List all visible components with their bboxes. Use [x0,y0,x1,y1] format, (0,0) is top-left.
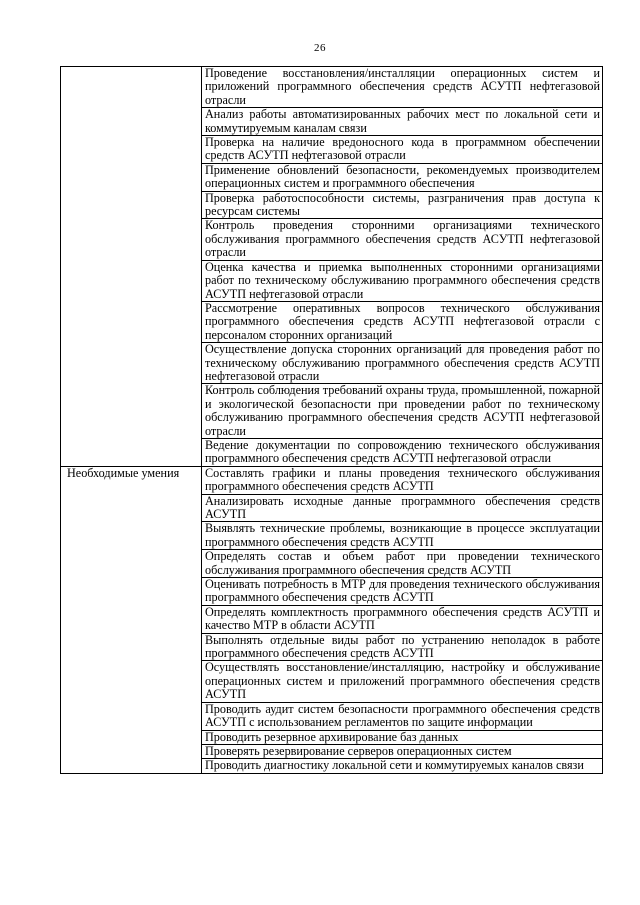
work-actions-item: Контроль проведения сторонними организациями технического обслуживания программного обеспечения средств АСУТП нефтегазовой отрасли [202,219,603,260]
required-skills-item: Выявлять технические проблемы, возникающие в процессе эксплуатации программного обеспечения средств АСУТП [202,522,603,550]
work-actions-item: Контроль соблюдения требований охраны труда, промышленной, пожарной и экологической безопасности при проведении работ по техническому обслуживанию программного обеспечения средств АСУТП нефтегазовой отрасли [202,384,603,439]
work-actions-label [61,67,202,467]
required-skills-item: Анализировать исходные данные программного обеспечения средств АСУТП [202,494,603,522]
required-skills-item: Определять комплектность программного обеспечения средств АСУТП и качество МТР в области АСУТП [202,605,603,633]
required-skills-item: Выполнять отдельные виды работ по устранению неполадок в работе программного обеспечения средств АСУТП [202,633,603,661]
table-row [61,67,603,108]
work-actions-item: Ведение документации по сопровождению технического обслуживания программного обеспечения средств АСУТП нефтегазовой отрасли [202,438,603,466]
work-actions-item: Проведение восстановления/инсталляции операционных систем и приложений программного обеспечения средств АСУТП нефтегазовой отрасли [202,67,603,108]
work-actions-item: Рассмотрение оперативных вопросов технического обслуживания программного обеспечения средств АСУТП нефтегазовой отрасли с персоналом сторонних организаций [202,301,603,342]
page-number: 26 [314,42,326,54]
required-skills-item: Определять состав и объем работ при проведении технического обслуживания программного обеспечения средств АСУТП [202,550,603,578]
required-skills-item: Осуществлять восстановление/инсталляцию, настройку и обслуживание операционных систем и приложений программного обеспечения средств АСУТП [202,661,603,702]
required-skills-label: Необходимые умения [61,466,202,773]
required-skills-item: Оценивать потребность в МТР для проведения технического обслуживания программного обеспечения средств АСУТП [202,578,603,606]
required-skills-item: Проводить резервное архивирование баз данных [202,730,603,744]
required-skills-item: Проверять резервирование серверов операционных систем [202,744,603,758]
required-skills-item: Проводить диагностику локальной сети и коммутируемых каналов связи [202,759,603,773]
required-skills-item: Составлять графики и планы проведения технического обслуживания программного обеспечения средств АСУТП [202,466,603,494]
work-actions-item: Проверка на наличие вредоносного кода в программном обеспечении средств АСУТП нефтегазовой отрасли [202,136,603,164]
work-actions-item: Оценка качества и приемка выполненных сторонними организациями работ по техническому обслуживанию программного обеспечения средств АСУТП нефтегазовой отрасли [202,260,603,301]
requirements-table [60,66,603,774]
work-actions-item: Осуществление допуска сторонних организаций для проведения работ по техническому обслуживанию программного обеспечения средств АСУТП нефтегазовой отрасли [202,343,603,384]
work-actions-item: Анализ работы автоматизированных рабочих мест по локальной сети и коммутируемым каналам связи [202,108,603,136]
work-actions-item: Применение обновлений безопасности, рекомендуемых производителем операционных систем и программного обеспечения [202,163,603,191]
required-skills-item: Проводить аудит систем безопасности программного обеспечения средств АСУТП с использованием регламентов по защите информации [202,702,603,730]
work-actions-item: Проверка работоспособности системы, разграничения прав доступа к ресурсам системы [202,191,603,219]
table-row [61,466,603,494]
